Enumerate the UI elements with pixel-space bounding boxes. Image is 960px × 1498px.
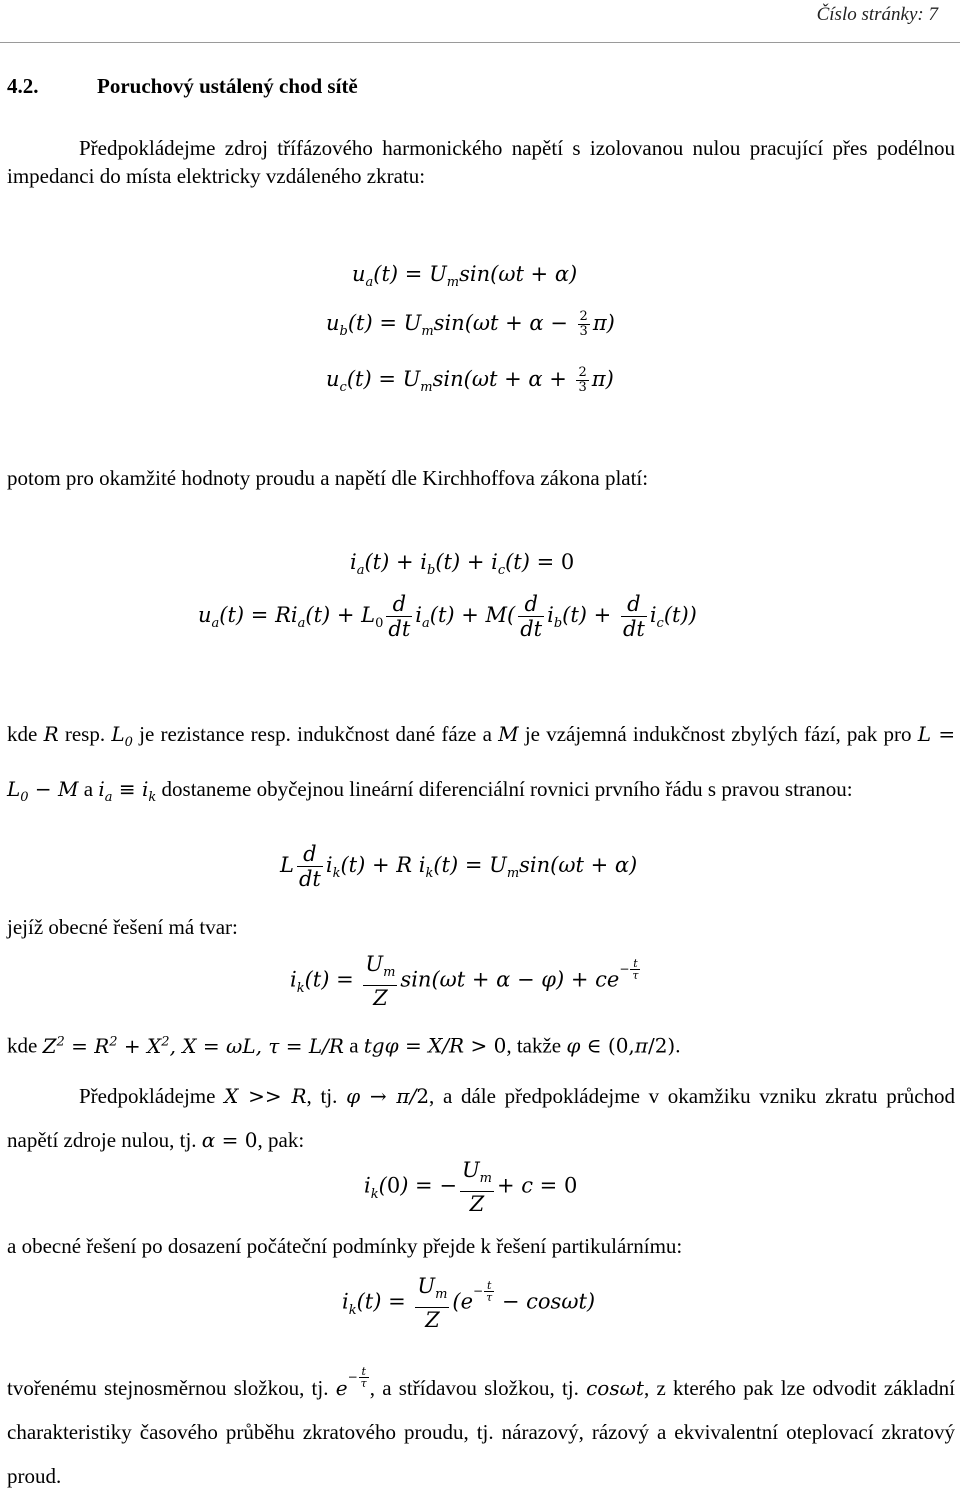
equation-general-solution: $i_k(t)$ = $\frac{U_m}{Z}$ $\sin(\omega t + \alpha - \varphi) + ce^{- \frac{t}{\tau}}$	[290, 952, 639, 1011]
header-rule	[0, 42, 960, 43]
equation-uc: $u_c(t) = U_m\sin(\omega t + \alpha$ + $\frac{2}{3}$ π)	[326, 365, 614, 396]
paragraph-definitions: kde R resp. $L_0$ je rezistance resp. indukčnost dané fáze a M je vzájemná indukčnost zbylých fází, pak pro $L = L_0 - M$ a $i_a \equiv i_k$ dostaneme obyčejnou lineární diferenciální rovnici prvního řádu s pravou stranou:	[7, 722, 956, 805]
section-heading	[7, 74, 358, 99]
paragraph-assumption: Předpokládejme X >> R, tj. φ → π/2, a dále předpokládejme v okamžiku vzniku zkratu průchod napětí zdroje nulou, tj. α = 0, pak:	[7, 1084, 956, 1152]
equation-voltage-a: $u_a(t) = Ri_a(t) + L_0$ $\frac{d}{dt}$ $i_a(t) + M$( $\frac{d}{dt}$ $i_b(t)$ + $\frac{d}{dt}$ $i_c(t)$)	[198, 592, 697, 641]
section-number: 4.2.	[7, 74, 39, 98]
paragraph-intro: Předpokládejme zdroj třífázového harmonického napětí s izolovanou nulou pracující přes podélnou impedanci do místa elektricky vzdáleného zkratu:	[7, 136, 955, 188]
paragraph-particular: a obecné řešení po dosazení počáteční podmínky přejde k řešení partikulárnímu:	[7, 1234, 683, 1258]
equation-differential: L $\frac{d}{dt}$ $i_k(t) + R$ $i_k(t) = U_m\sin(\omega t + \alpha)$	[280, 842, 638, 891]
equation-initial-condition: $i_k(0)$ = − $\frac{U_m}{Z}$ + c = 0	[364, 1158, 578, 1217]
equation-particular-solution: $i_k(t)$ = $\frac{U_m}{Z}$ ($e^{- \frac{t}{\tau}}$ − cosωt)	[342, 1274, 596, 1333]
equation-ub: $u_b(t) = U_m\sin(\omega t + \alpha$ − $\frac{2}{3}$ π)	[326, 309, 615, 340]
paragraph-kirchhoff: potom pro okamžité hodnoty proudu a napětí dle Kirchhoffova zákona platí:	[7, 466, 649, 490]
paragraph-general-solution: jejíž obecné řešení má tvar:	[7, 915, 238, 939]
section-title: Poruchový ustálený chod sítě	[97, 74, 358, 98]
paragraph-impedance: kde $Z^2 = R^2 + X^2$, X = ωL, τ = L/R a tgφ = X/R > 0, takže φ ∈ (0,π/2).	[7, 1033, 681, 1058]
paragraph-components: tvořenému stejnosměrnou složkou, tj. $e^{- \frac{t}{\tau}}$ , a střídavou složkou, tj. cosωt, z kterého pak lze odvodit základní charakteristiky časového průběhu zkratového proudu, tj. nárazový, rázový a ekvivalentní oteplovací zkratový proud.	[7, 1365, 955, 1488]
equation-ua: $u_a(t) = U_m\sin(\omega t + \alpha)$	[352, 262, 578, 291]
equation-current-sum: $i_a(t) + i_b(t) + i_c(t) = 0$	[350, 550, 575, 579]
page-number-header: Číslo stránky: 7	[816, 4, 938, 25]
